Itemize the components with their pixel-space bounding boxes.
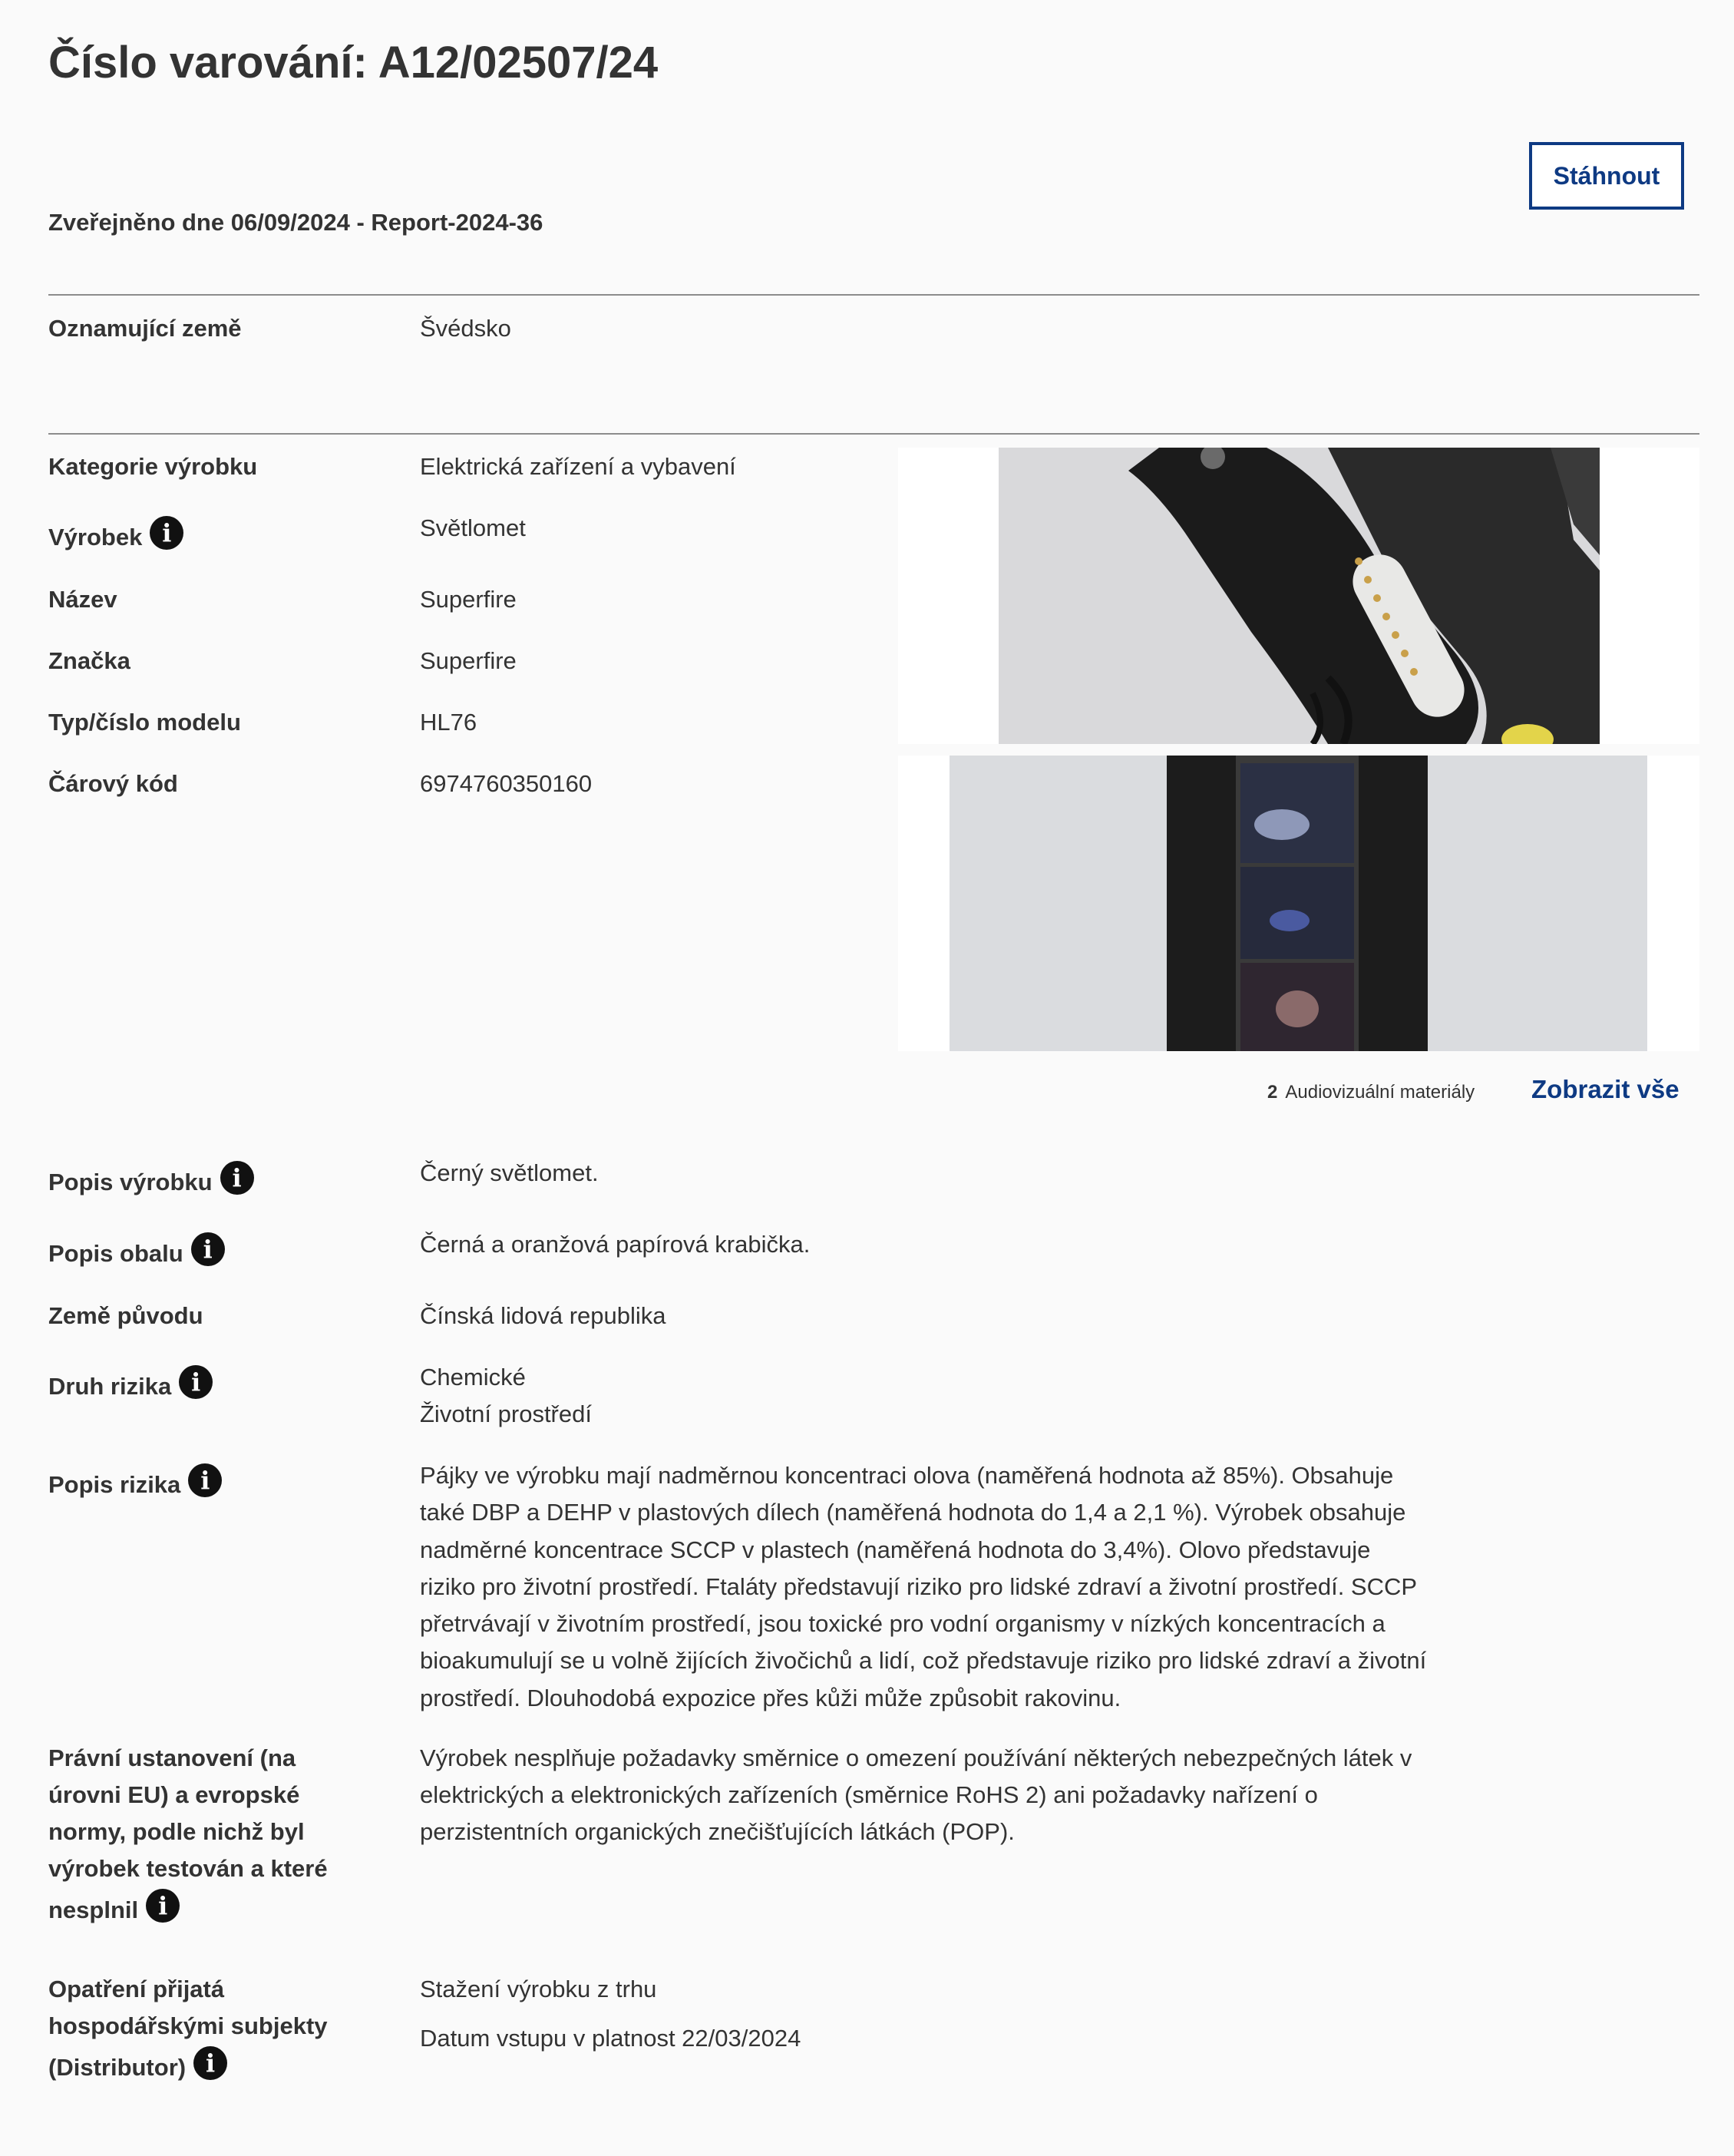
measures-value: Stažení výrobku z trhu xyxy=(420,1976,657,2002)
risk-type-label xyxy=(48,1368,213,1405)
legal-label-line: nesplnil xyxy=(48,1896,139,1923)
packaging-photo xyxy=(898,756,1699,1051)
legal-label-line: výrobek testován a které xyxy=(48,1855,328,1882)
measures-label xyxy=(48,1971,328,2086)
name-label: Název xyxy=(48,586,117,613)
info-icon[interactable]: i xyxy=(146,1889,180,1923)
info-icon[interactable]: i xyxy=(150,516,183,550)
risk-description-line: také DBP a DEHP v plastových dílech (naměřená hodnota do 1,4 a 2,1 %). Výrobek obsahuje xyxy=(420,1499,1406,1526)
product-label xyxy=(48,519,183,556)
risk-description-label xyxy=(48,1467,222,1503)
barcode-value: 6974760350160 xyxy=(420,770,593,797)
published-date: Zveřejněno dne 06/09/2024 - Report-2024-36 xyxy=(48,209,543,236)
info-icon[interactable]: i xyxy=(191,1232,225,1266)
media-count xyxy=(1267,1082,1475,1103)
packaging-label xyxy=(48,1235,225,1272)
barcode-label: Čárový kód xyxy=(48,770,178,797)
notifying-country-value: Švédsko xyxy=(420,315,511,342)
risk-description-value xyxy=(420,1457,1426,1717)
info-icon[interactable]: i xyxy=(188,1463,222,1497)
measures-label-line: Opatření přijatá xyxy=(48,1976,225,2002)
category-value: Elektrická zařízení a vybavení xyxy=(420,453,736,480)
divider xyxy=(48,433,1699,435)
divider xyxy=(48,294,1699,296)
risk-type-label-text: Druh rizika xyxy=(48,1373,172,1400)
notifying-country-label: Oznamující země xyxy=(48,315,242,342)
media-count-number: 2 xyxy=(1267,1082,1278,1103)
measures-label-line: hospodářskými subjekty xyxy=(48,2012,328,2039)
risk-type-item: Chemické xyxy=(420,1364,526,1390)
legal-value-line: elektrických a elektronických zařízeních (směrnice RoHS 2) ani požadavky nařízení o xyxy=(420,1781,1318,1808)
product-value: Světlomet xyxy=(420,514,526,541)
brand-value: Superfire xyxy=(420,647,517,674)
description-value: Černý světlomet. xyxy=(420,1159,599,1186)
packaging-value: Černá a oranžová papírová krabička. xyxy=(420,1231,811,1258)
category-label: Kategorie výrobku xyxy=(48,453,258,480)
product-photo-1[interactable] xyxy=(898,448,1699,744)
show-all-link[interactable]: Zobrazit vše xyxy=(1531,1075,1680,1103)
origin-value: Čínská lidová republika xyxy=(420,1302,666,1329)
headlamp-photo xyxy=(898,448,1699,744)
risk-description-line: Pájky ve výrobku mají nadměrnou koncentraci olova (naměřená hodnota až 85%). Obsahuje xyxy=(420,1462,1394,1489)
info-icon[interactable]: i xyxy=(193,2046,227,2080)
risk-description-line: prostředí. Dlouhodobá expozice přes kůži může způsobit rakovinu. xyxy=(420,1684,1121,1711)
info-icon[interactable]: i xyxy=(220,1161,254,1195)
legal-label-line: úrovni EU) a evropské xyxy=(48,1781,300,1808)
model-label: Typ/číslo modelu xyxy=(48,709,241,736)
legal-value-line: perzistentních organických znečišťujících látkách (POP). xyxy=(420,1818,1015,1845)
risk-description-line: nadměrné koncentrace SCCP v plastech (naměřená hodnota do 3,4%). Olovo představuje xyxy=(420,1536,1371,1563)
risk-type-item: Životní prostředí xyxy=(420,1400,592,1427)
brand-label: Značka xyxy=(48,647,130,674)
media-count-label: Audiovizuální materiály xyxy=(1285,1082,1475,1103)
risk-description-line: přetrvávají v životním prostředí, jsou toxické pro vodní organismy v nízkých koncentracích a xyxy=(420,1610,1386,1638)
info-icon[interactable]: i xyxy=(179,1365,213,1399)
risk-description-line: bioakumulují se u volně žijících živočichů a lidí, což představuje riziko pro lidské zdraví a životní xyxy=(420,1647,1427,1675)
legal-value-line: Výrobek nesplňuje požadavky směrnice o omezení používání některých nebezpečných látek v xyxy=(420,1744,1412,1771)
model-value: HL76 xyxy=(420,709,477,736)
product-label-text: Výrobek xyxy=(48,524,143,551)
legal-provisions-value xyxy=(420,1740,1412,1850)
risk-type-values xyxy=(420,1359,592,1433)
risk-description-line: riziko pro životní prostředí. Ftaláty představují riziko pro lidské zdraví a životní prostředí. SCCP xyxy=(420,1572,1418,1600)
origin-label: Země původu xyxy=(48,1302,203,1329)
packaging-label-text: Popis obalu xyxy=(48,1240,183,1267)
risk-description-label-text: Popis rizika xyxy=(48,1471,181,1498)
legal-label-line: normy, podle nichž byl xyxy=(48,1818,305,1845)
description-label xyxy=(48,1164,254,1201)
product-photo-2[interactable] xyxy=(898,756,1699,1051)
legal-label-line: Právní ustanovení (na xyxy=(48,1744,296,1771)
page-title: Číslo varování: A12/02507/24 xyxy=(48,38,659,88)
download-button[interactable]: Stáhnout xyxy=(1529,142,1684,210)
measures-label-line: (Distributor) xyxy=(48,2054,187,2081)
measures-date: Datum vstupu v platnost 22/03/2024 xyxy=(420,2025,801,2052)
description-label-text: Popis výrobku xyxy=(48,1169,213,1195)
legal-provisions-label xyxy=(48,1740,328,1929)
name-value: Superfire xyxy=(420,586,517,613)
